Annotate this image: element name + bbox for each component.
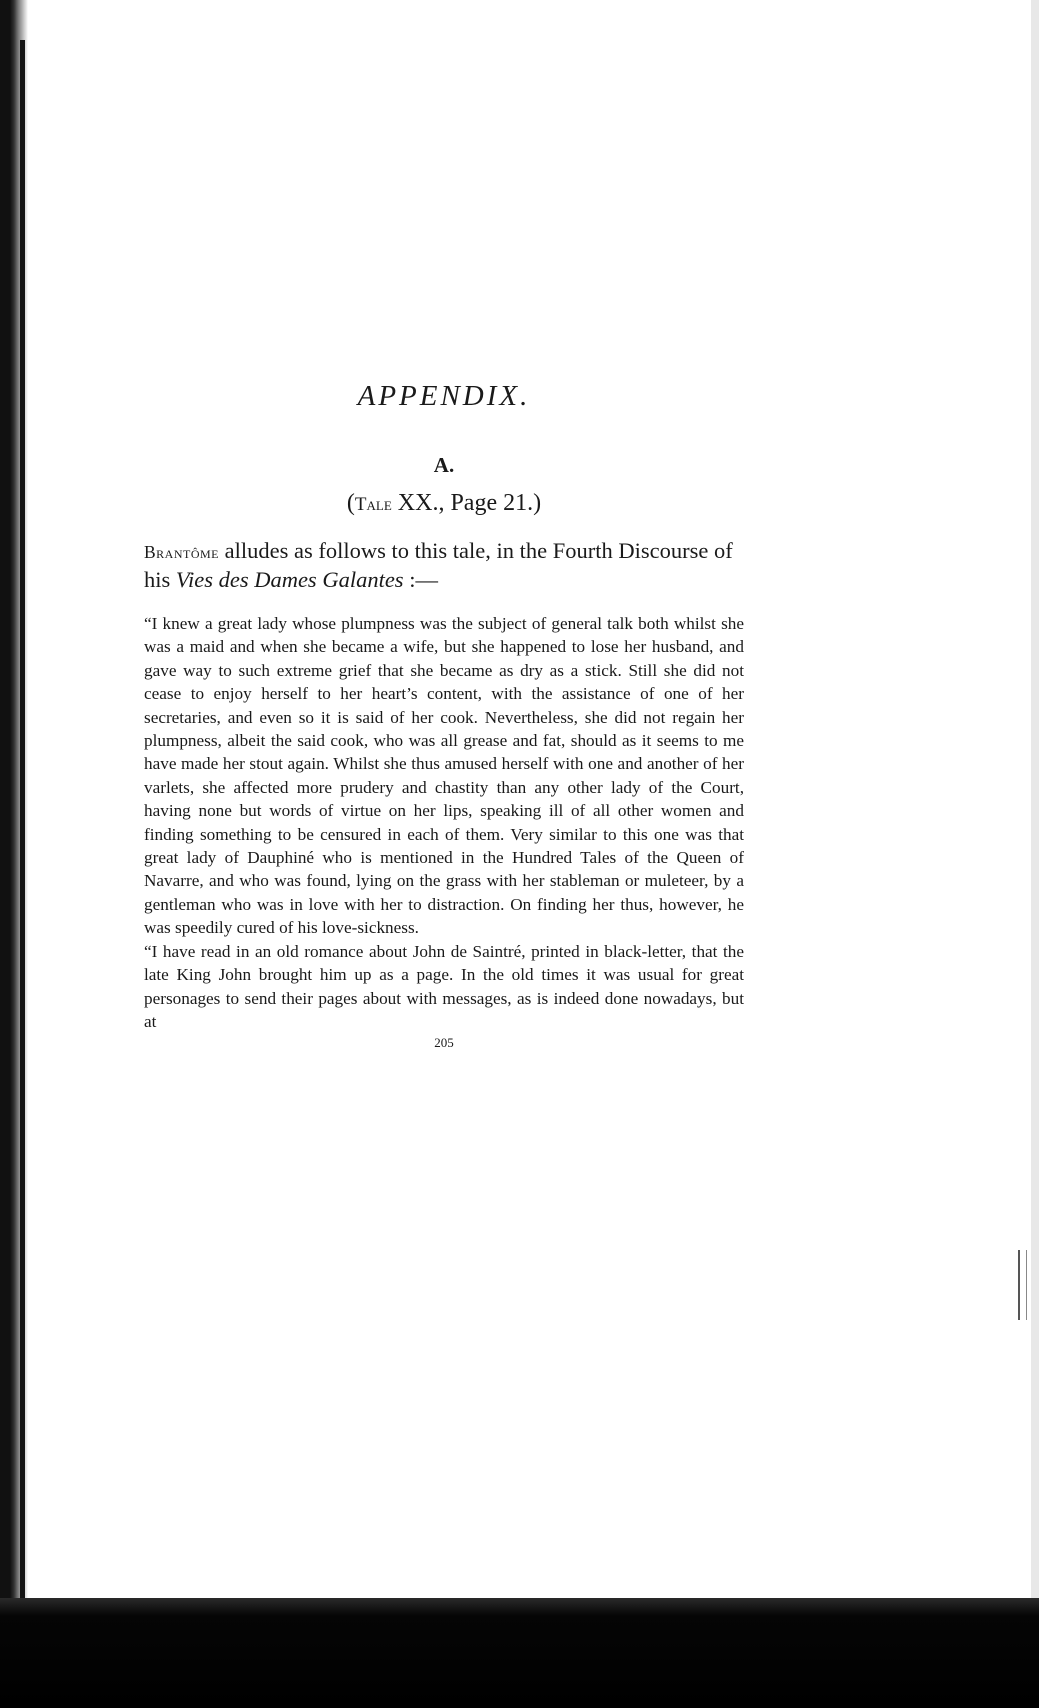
section-letter: A. — [433, 453, 455, 477]
left-spine-edge — [20, 40, 25, 1600]
right-page-edge — [1031, 0, 1039, 1708]
appendix-title: APPENDIX. — [357, 380, 531, 412]
quote-paragraph-1: “I knew a great lady whose plumpness was the subject of general talk both whilst she was a maid and when she became a wife, but she happened to lose her husband, and gave way to such extreme grief that she became as dry as a stick. Still she did not cease to enjoy herself to her heart’s content, with the assistance of one of her secretaries, and even so it is said of her cook. Nevertheless, she did not regain her plumpness, albeit the said cook, who was all grease and fat, should as it seems to me have made her stout again. Whilst she thus amused herself with one and another of her varlets, she affected more prudery and chastity than any other lady of the Court, having none but words of virtue on her lips, speaking ill of all other women and finding something to be censured in each of them. Very similar to this one was that great lady of Dauphiné who is mentioned in the Hundred Tales of the Queen of Navarre, and who was found, lying on the grass with her stableman or muleteer, by a gentleman who was in love with her to distraction. On finding her thus, however, he was speedily cured of his love-sickness. — [144, 614, 744, 938]
page-number: 205 — [434, 1035, 454, 1051]
book-page — [144, 380, 744, 1051]
intro-text-before: alludes as follows to this tale, in the Fourth Discourse of his — [144, 538, 733, 592]
intro-text-after: :— — [403, 567, 438, 592]
quote-paragraph-2: “I have read in an old romance about John de Saintré, printed in black-letter, that the late King John brought him up as a page. In the old times it was usual for great personages to send their pages about with messages, as is indeed done nowadays, but at — [144, 941, 744, 1031]
right-margin-marks — [1018, 1250, 1027, 1320]
tale-word: Tale — [354, 494, 392, 515]
tale-ref-open: ( — [346, 490, 355, 516]
author-name: Brantôme — [144, 542, 220, 562]
bottom-scan-shadow — [0, 1598, 1039, 1708]
tale-ref-rest: XX., Page 21.) — [391, 490, 542, 516]
tale-reference — [144, 490, 744, 517]
intro-paragraph — [144, 537, 744, 594]
work-title: Vies des Dames Galantes — [175, 567, 404, 592]
